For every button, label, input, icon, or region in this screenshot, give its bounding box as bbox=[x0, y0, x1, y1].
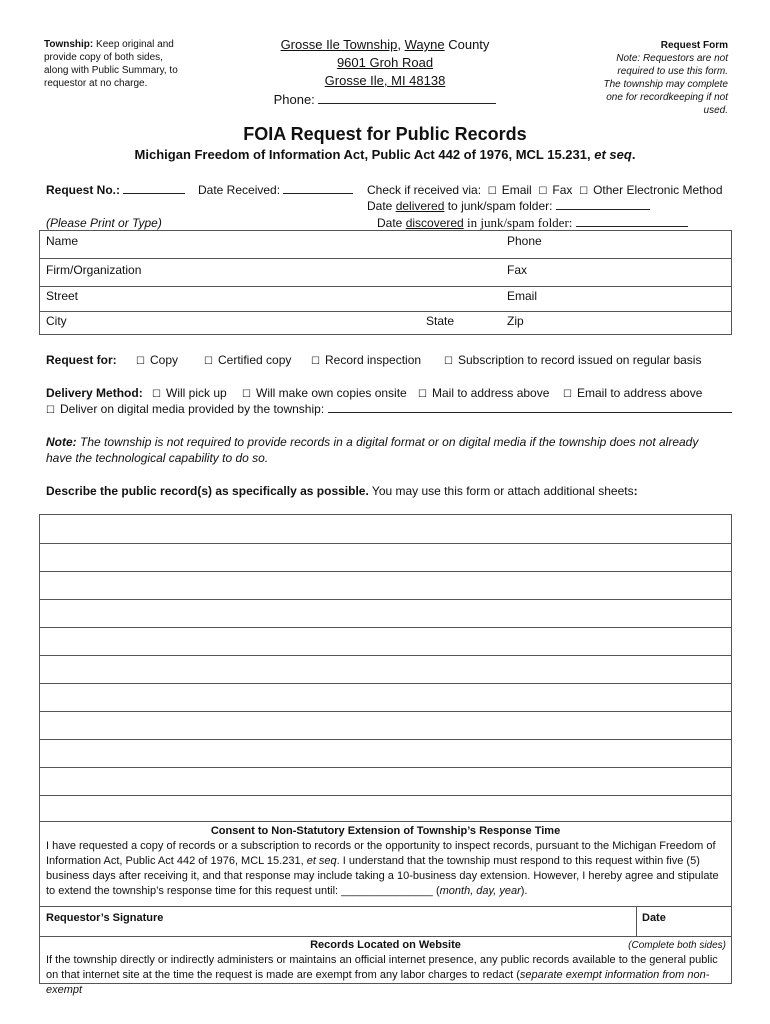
contact-info-table bbox=[39, 230, 732, 335]
write-line bbox=[40, 655, 731, 656]
signature-divider bbox=[636, 907, 637, 936]
page-subtitle bbox=[0, 147, 770, 162]
signature-field[interactable] bbox=[44, 907, 634, 936]
discovered-word: discovered bbox=[405, 216, 464, 230]
phone-row bbox=[240, 91, 530, 109]
county-label: County bbox=[444, 37, 490, 52]
subtitle-italic: et seq bbox=[594, 147, 632, 162]
received-via-row bbox=[367, 183, 723, 197]
delivery-own-copies-label: Will make own copies onsite bbox=[256, 386, 407, 400]
write-line bbox=[40, 711, 731, 712]
checkbox-icon[interactable]: ☐ bbox=[46, 405, 55, 416]
row-divider bbox=[40, 286, 731, 287]
firm-label: Firm/Organization bbox=[46, 263, 142, 277]
digital-media-field[interactable] bbox=[328, 412, 732, 413]
delivery-own-copies[interactable] bbox=[242, 386, 407, 400]
township-name: Grosse Ile Township bbox=[280, 37, 398, 52]
request-for-label: Request for: bbox=[46, 353, 117, 367]
write-line bbox=[40, 571, 731, 572]
describe-colon: : bbox=[633, 484, 638, 498]
checkbox-icon[interactable]: ☐ bbox=[563, 389, 572, 400]
write-line bbox=[40, 767, 731, 768]
checkbox-icon[interactable]: ☐ bbox=[242, 389, 251, 400]
records-description-area[interactable] bbox=[39, 514, 732, 822]
delivery-method-row bbox=[46, 386, 746, 400]
consent-text-a: I have requested a copy of records or a subscription to records or the opportunity to inspect records, pursuant to the Michigan Freedom of Information Act, Public Act 442 of 1976, MCL 15.231, bbox=[46, 840, 716, 867]
date-received-field[interactable] bbox=[283, 193, 353, 194]
write-line bbox=[40, 795, 731, 796]
via-other-label: Other Electronic Method bbox=[593, 183, 723, 197]
delivered-word: delivered bbox=[395, 199, 445, 213]
digital-format-note bbox=[46, 434, 726, 466]
delivery-pick-up[interactable] bbox=[152, 386, 227, 400]
consent-section bbox=[39, 821, 732, 907]
delivered-junk-row bbox=[367, 199, 650, 213]
website-text-a: If the township directly or indirectly administers or maintains an official internet presence, any public records available to the general public on that internet site at the time the request is made are exempt from any labor charges to redact ( bbox=[46, 954, 718, 981]
write-line bbox=[40, 599, 731, 600]
phone-label: Phone: bbox=[273, 92, 315, 107]
checkbox-icon[interactable]: ☐ bbox=[136, 356, 145, 367]
zip-label: Zip bbox=[507, 314, 524, 328]
row-divider bbox=[40, 311, 731, 312]
request-form-label: Request Form bbox=[660, 40, 728, 51]
note-text: The township is not required to provide records in a digital format or on digital media if the township does not already have the technological capability to do so. bbox=[46, 435, 699, 465]
delivery-mail[interactable] bbox=[418, 386, 549, 400]
complete-both-text: (Complete both sides) bbox=[628, 940, 726, 951]
digital-media-row bbox=[46, 402, 732, 416]
via-email-label: Email bbox=[501, 183, 532, 197]
discovered-junk-field[interactable] bbox=[576, 226, 688, 227]
signature-row bbox=[39, 906, 732, 937]
city-label: City bbox=[46, 314, 67, 328]
delivery-method-label: Delivery Method: bbox=[46, 386, 143, 400]
township-label: Township: bbox=[44, 39, 94, 50]
checkbox-icon[interactable]: ☐ bbox=[444, 356, 453, 367]
address-line-2: 9601 Groh Road bbox=[336, 55, 434, 70]
consent-title: Consent to Non-Statutory Extension of Township’s Response Time bbox=[210, 825, 561, 837]
consent-text-italic: et seq bbox=[306, 855, 337, 867]
request-for-row bbox=[46, 353, 746, 367]
request-no-field[interactable] bbox=[123, 193, 185, 194]
request-no-label: Request No.: bbox=[46, 183, 121, 197]
state-label: State bbox=[426, 314, 455, 328]
delivered-suffix: to junk/spam folder: bbox=[444, 199, 553, 213]
please-print-note bbox=[46, 216, 162, 230]
consent-date-format: month, day, year bbox=[439, 885, 521, 897]
request-number-row bbox=[46, 183, 185, 197]
phone-line[interactable] bbox=[318, 103, 496, 104]
option-inspection-label: Record inspection bbox=[325, 353, 422, 367]
email-label: Email bbox=[507, 289, 538, 303]
received-via-label: Check if received via: bbox=[367, 183, 482, 197]
page-title: FOIA Request for Public Records bbox=[243, 124, 527, 144]
checkbox-icon[interactable]: ☐ bbox=[487, 186, 497, 197]
checkbox-icon[interactable]: ☐ bbox=[579, 186, 589, 197]
checkbox-icon[interactable]: ☐ bbox=[418, 389, 427, 400]
address-line-1 bbox=[240, 36, 530, 54]
describe-normal: You may use this form or attach additional sheets bbox=[368, 484, 634, 498]
request-form-info bbox=[600, 39, 728, 117]
website-text bbox=[46, 953, 723, 998]
discovered-junk-row bbox=[377, 215, 688, 231]
township-address bbox=[240, 36, 530, 109]
consent-text bbox=[46, 839, 723, 899]
option-subscription-label: Subscription to record issued on regular basis bbox=[458, 353, 702, 367]
describe-instruction bbox=[46, 484, 638, 498]
date-received-label: Date Received: bbox=[198, 183, 281, 197]
township-note: Keep original and provide copy of both sides, along with Public Summary, to requestor at no charge. bbox=[44, 39, 178, 89]
checkbox-icon[interactable]: ☐ bbox=[311, 356, 320, 367]
checkbox-icon[interactable]: ☐ bbox=[538, 186, 548, 197]
subtitle-text: Michigan Freedom of Information Act, Public Act 442 of 1976, MCL 15.231, bbox=[134, 147, 595, 162]
checkbox-icon[interactable]: ☐ bbox=[152, 389, 161, 400]
option-record-inspection[interactable] bbox=[311, 353, 421, 367]
consent-text-c: ). bbox=[520, 885, 528, 897]
option-copy[interactable] bbox=[136, 353, 178, 367]
consent-text-b: . I understand that the township must respond to this request within five (5) business days after receiving it, and that response may include taking a 10-business day extension. However, I hereby agree and stipulate to extend the township’s response time for this request until: _______________ ( bbox=[46, 855, 719, 897]
write-line bbox=[40, 683, 731, 684]
checkbox-icon[interactable]: ☐ bbox=[204, 356, 213, 367]
county-name: Wayne bbox=[404, 37, 445, 52]
delivered-junk-field[interactable] bbox=[556, 209, 650, 210]
subtitle-period: . bbox=[631, 147, 636, 162]
delivery-mail-label: Mail to address above bbox=[432, 386, 550, 400]
row-divider bbox=[40, 258, 731, 259]
please-print-text: (Please Print or Type) bbox=[46, 216, 162, 230]
fax-label: Fax bbox=[507, 263, 528, 277]
option-subscription[interactable] bbox=[444, 353, 701, 367]
discovered-suffix: in junk/spam folder: bbox=[463, 215, 573, 230]
website-title: Records Located on Website bbox=[310, 939, 461, 951]
request-form-note: Note: Requestors are not required to use this form. The township may complete one for recordkeeping if not used. bbox=[603, 53, 728, 116]
via-fax-label: Fax bbox=[552, 183, 573, 197]
describe-bold: Describe the public record(s) as specifically as possible. bbox=[46, 484, 369, 498]
name-label: Name bbox=[46, 234, 79, 248]
option-certified-label: Certified copy bbox=[218, 353, 292, 367]
website-text-italic: separate exempt information from non-exempt bbox=[46, 969, 710, 996]
date-word: Date bbox=[367, 199, 396, 213]
delivery-email-label: Email to address above bbox=[577, 386, 703, 400]
write-line bbox=[40, 739, 731, 740]
delivery-pick-up-label: Will pick up bbox=[166, 386, 227, 400]
date-word: Date bbox=[377, 216, 406, 230]
note-label: Note: bbox=[46, 435, 77, 449]
website-section bbox=[39, 936, 732, 996]
digital-media-label: Deliver on digital media provided by the township: bbox=[60, 402, 325, 416]
title-block bbox=[0, 124, 770, 162]
signature-date-label: Date bbox=[642, 912, 666, 924]
write-line bbox=[40, 627, 731, 628]
date-received-row bbox=[198, 183, 353, 197]
phone-field-label: Phone bbox=[507, 234, 542, 248]
signature-label: Requestor’s Signature bbox=[46, 912, 164, 924]
option-certified-copy[interactable] bbox=[204, 353, 291, 367]
address-separator: , bbox=[397, 37, 405, 52]
address-line-3: Grosse Ile, MI 48138 bbox=[324, 73, 446, 88]
complete-both-sides bbox=[628, 940, 726, 951]
option-copy-label: Copy bbox=[150, 353, 179, 367]
street-label: Street bbox=[46, 289, 79, 303]
township-instruction bbox=[44, 38, 184, 90]
write-line bbox=[40, 543, 731, 544]
signature-date-field[interactable] bbox=[680, 907, 728, 936]
delivery-email[interactable] bbox=[563, 386, 702, 400]
